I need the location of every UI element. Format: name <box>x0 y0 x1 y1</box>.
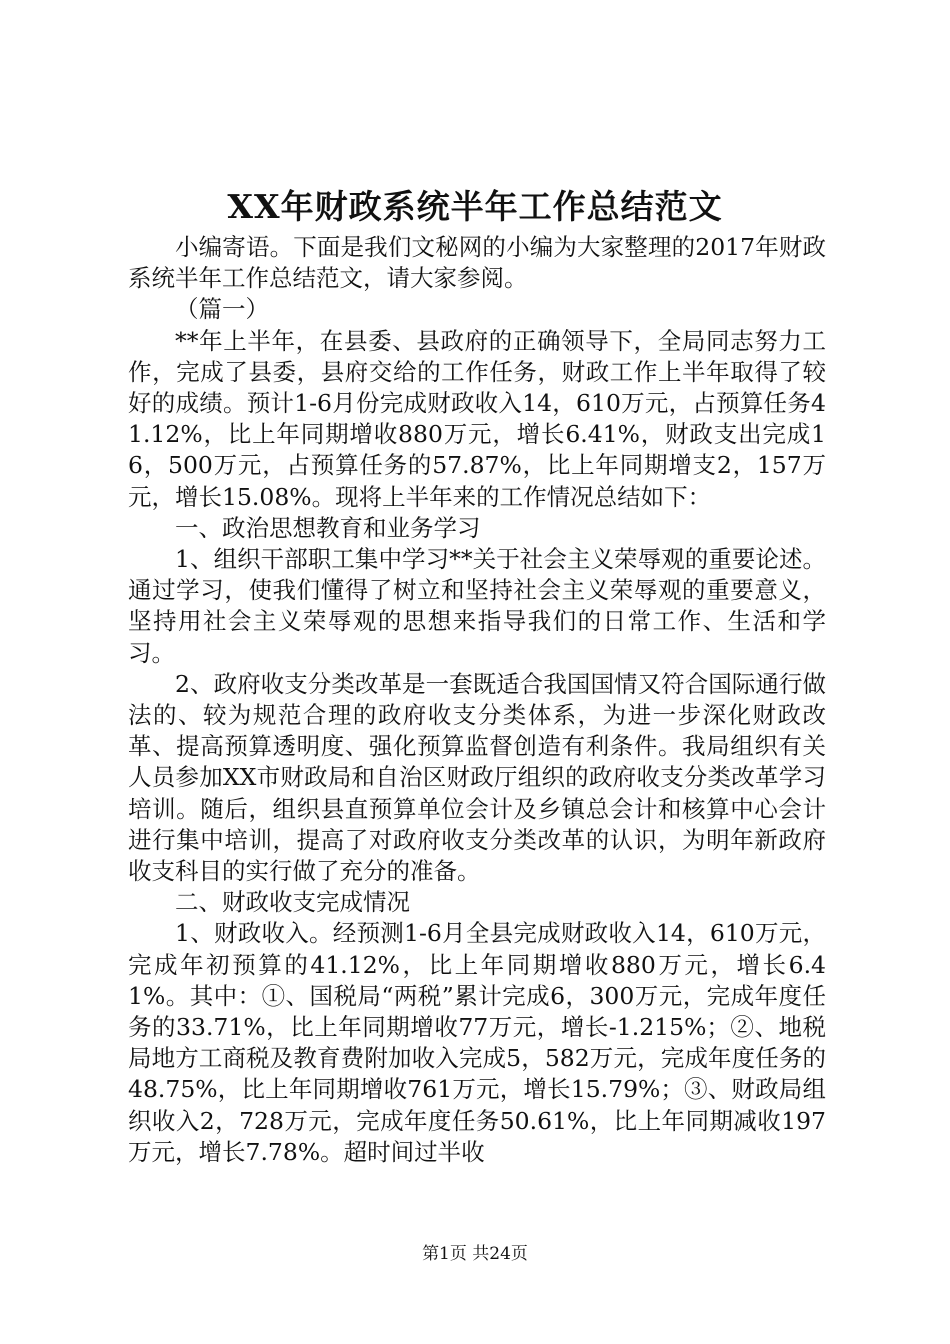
heading-political-education: 一、政治思想教育和业务学习 <box>175 513 481 542</box>
paragraph-summary: **年上半年，在县委、县政府的正确领导下，全局同志努力工作，完成了县委，县府交给的工作任务，财政工作上半年取得了较好的成绩。预计1-6月份完成财政收入14，610万元，占预算任务41.12%，比上年同期增收880万元，增长6.41%，财政支出完成16，500万元，占预算任务的57.87%，比上年同期增支2，157万元，增长15.08%。现将上半年来的工作情况总结如下： <box>128 326 826 511</box>
document-body <box>128 232 826 1168</box>
paragraph-revenue: 1、财政收入。经预测1-6月全县完成财政收入14，610万元，完成年初预算的41.12%，比上年同期增收880万元，增长6.41%。其中：①、国税局“两税”累计完成6，300万元，完成年度任务的33.71%，比上年同期增收77万元，增长-1.215%；②、地税局地方工商税及教育费附加收入完成5，582万元，完成年度任务的48.75%，比上年同期增收761万元，增长15.79%；③、财政局组织收入2，728万元，完成年度任务50.61%，比上年同期减收197万元，增长7.78%。超时间过半收 <box>128 919 826 1166</box>
paragraph-study-2: 2、政府收支分类改革是一套既适合我国国情又符合国际通行做法的、较为规范合理的政府收支分类体系，为进一步深化财政改革、提高预算透明度、强化预算监督创造有利条件。我局组织有关人员参加XX市财政局和自治区财政厅组织的政府收支分类改革学习培训。随后，组织县直预算单位会计及乡镇总会计和核算中心会计进行集中培训，提高了对政府收支分类改革的认识，为明年新政府收支科目的实行做了充分的准备。 <box>128 669 826 886</box>
document-title: XX年财政系统半年工作总结范文 <box>227 187 723 226</box>
paragraph-section-marker: （篇一） <box>175 295 269 324</box>
page-number: 第1页 共24页 <box>422 1244 528 1264</box>
heading-revenue-expenditure: 二、财政收支完成情况 <box>175 888 410 917</box>
paragraph-intro: 小编寄语。下面是我们文秘网的小编为大家整理的2017年财政系统半年工作总结范文，请大家参阅。 <box>128 233 826 293</box>
paragraph-study-1: 1、组织干部职工集中学习**关于社会主义荣辱观的重要论述。通过学习，使我们懂得了树立和坚持社会主义荣辱观的重要意义，坚持用社会主义荣辱观的思想来指导我们的日常工作、生活和学习。 <box>128 545 826 667</box>
